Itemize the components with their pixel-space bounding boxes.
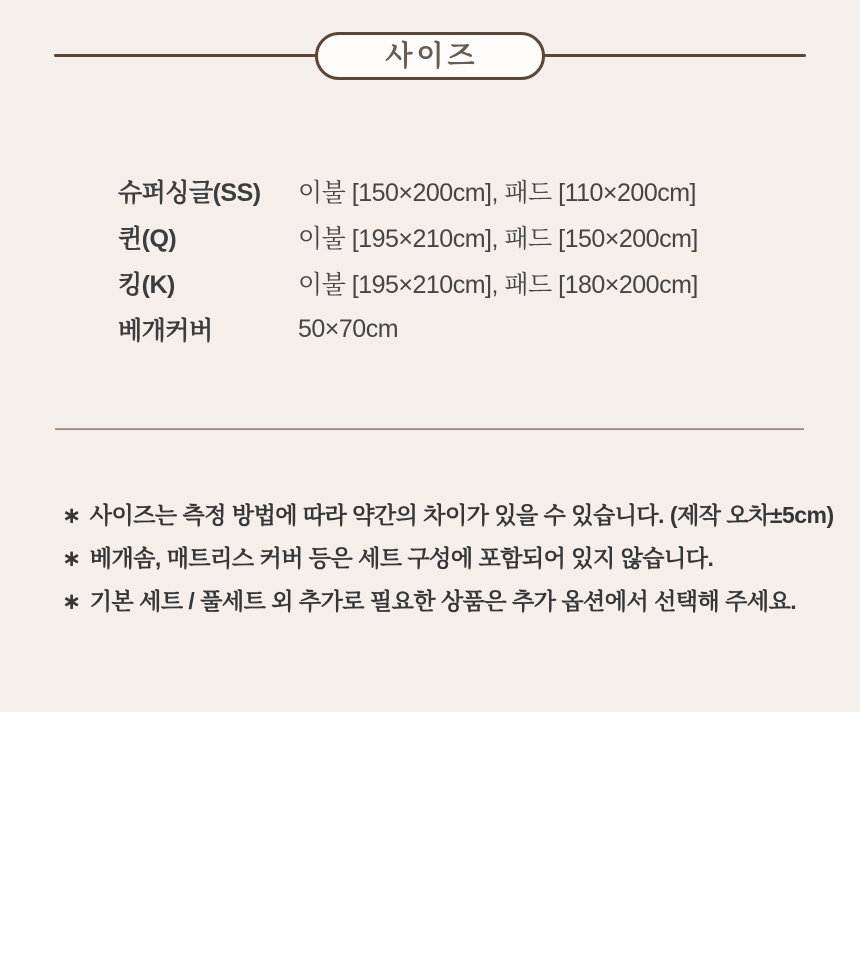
size-table-row bbox=[118, 214, 860, 260]
notes-list bbox=[0, 494, 860, 623]
note-item bbox=[62, 494, 834, 537]
asterisk-bullet: ∗ bbox=[62, 502, 81, 528]
section-title-pill bbox=[315, 32, 545, 80]
asterisk-bullet: ∗ bbox=[62, 588, 81, 614]
section-title: 사이즈 bbox=[385, 40, 479, 71]
size-name-label: 퀸(Q) bbox=[118, 225, 177, 253]
asterisk-bullet: ∗ bbox=[62, 545, 81, 571]
note-text: 베개솜, 매트리스 커버 등은 세트 구성에 포함되어 있지 않습니다. bbox=[89, 545, 714, 571]
note-item bbox=[62, 580, 820, 623]
size-name-label: 베개커버 bbox=[118, 317, 213, 345]
section-divider bbox=[55, 428, 804, 430]
size-name-label: 슈퍼싱글(SS) bbox=[118, 179, 261, 207]
note-text: 기본 세트 / 풀세트 외 추가로 필요한 상품은 추가 옵션에서 선택해 주세요. bbox=[89, 588, 797, 614]
size-table-row bbox=[118, 306, 860, 352]
size-dimensions-value: 이불 [150×200cm], 패드 [110×200cm] bbox=[298, 179, 697, 207]
size-dimensions-value: 이불 [195×210cm], 패드 [150×200cm] bbox=[298, 225, 698, 253]
section-header bbox=[0, 0, 860, 80]
size-dimensions-value: 이불 [195×210cm], 패드 [180×200cm] bbox=[298, 271, 698, 299]
size-dimensions-value: 50×70cm bbox=[298, 314, 399, 343]
note-text: 사이즈는 측정 방법에 따라 약간의 차이가 있을 수 있습니다. (제작 오차±5cm) bbox=[89, 502, 834, 528]
size-table-row bbox=[118, 260, 860, 306]
note-item bbox=[62, 537, 820, 580]
size-table bbox=[0, 168, 860, 352]
size-name-label: 킹(K) bbox=[118, 271, 175, 299]
size-table-row bbox=[118, 168, 860, 214]
